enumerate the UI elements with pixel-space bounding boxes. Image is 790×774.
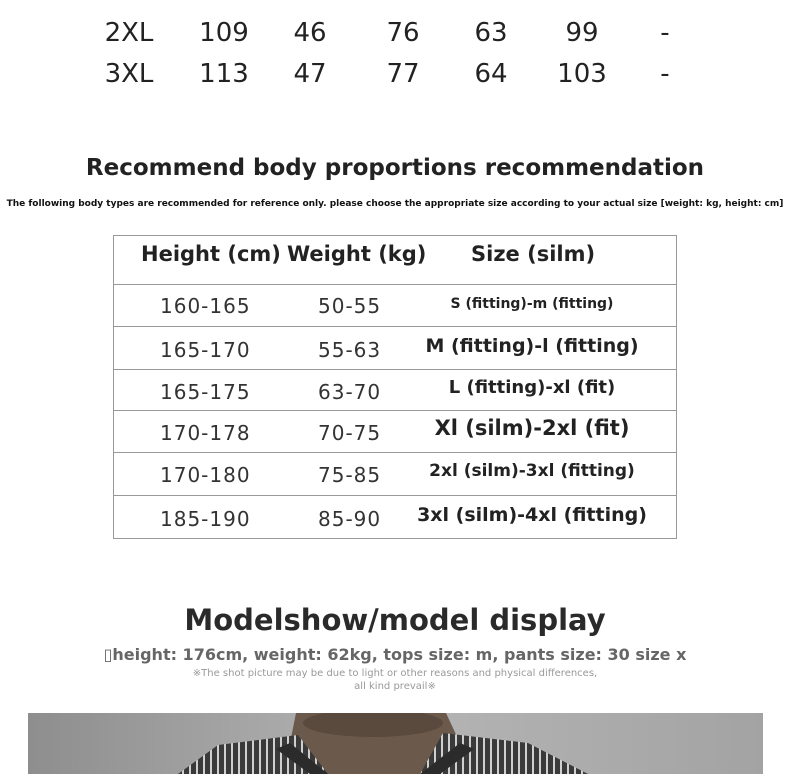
cell-weight: 85-90 [318,507,382,531]
cell-size: Xl (silm)-2xl (fit) [434,416,630,440]
size-value: 77 [386,59,420,89]
cell-height: 170-180 [160,463,251,487]
size-value: - [660,59,670,89]
size-value: 109 [199,18,249,48]
cell-weight: 75-85 [318,463,382,487]
recommend-title: Recommend body proportions recommendation [85,155,705,181]
cell-weight: 55-63 [318,338,382,362]
model-info: ▯height: 176cm, weight: 62kg, tops size: m, pants size: 30 size x [103,645,687,664]
size-label: 3XL [104,59,154,89]
table-row [114,496,676,539]
cell-size: S (fitting)-m (fitting) [450,296,614,312]
size-chart-row [0,18,790,58]
size-value: 76 [386,18,420,48]
cell-height: 185-190 [160,507,251,531]
table-row [114,453,676,496]
table-row [114,327,676,370]
table-row [114,370,676,411]
size-value: 99 [565,18,599,48]
size-label: 2XL [104,18,154,48]
size-value: - [660,18,670,48]
size-value: 113 [199,59,249,89]
model-note-line: all kind prevail※ [354,681,436,692]
size-value: 103 [557,59,607,89]
cell-size: L (fitting)-xl (fit) [448,377,616,398]
model-note [0,667,790,693]
header-size: Size (silm) [471,242,596,266]
size-value: 47 [293,59,327,89]
table-row [114,284,676,327]
size-value: 46 [293,18,327,48]
cell-weight: 63-70 [318,380,382,404]
cell-weight: 50-55 [318,294,382,318]
size-chart-row [0,59,790,99]
header-height: Height (cm) [141,242,281,266]
model-note-line: ※The shot picture may be due to light or other reasons and physical differences, [192,668,598,679]
cell-size: 2xl (silm)-3xl (fitting) [429,461,635,481]
size-value: 64 [474,59,508,89]
recommend-table [113,235,677,539]
table-row [114,411,676,453]
cell-height: 165-175 [160,380,251,404]
cell-height: 170-178 [160,421,251,445]
header-weight: Weight (kg) [287,242,427,266]
table-header [114,236,676,285]
model-photo-graphic [28,713,763,774]
cell-size: M (fitting)-l (fitting) [425,335,639,357]
cell-size: 3xl (silm)-4xl (fitting) [417,504,647,526]
size-value: 63 [474,18,508,48]
cell-weight: 70-75 [318,421,382,445]
cell-height: 165-170 [160,338,251,362]
cell-height: 160-165 [160,294,251,318]
recommend-subtitle: The following body types are recommended for reference only. please choose the appropriate size according to your actual size [weight: kg, height: cm] [6,199,784,209]
model-title: Modelshow/model display [184,603,606,637]
model-photo [28,713,763,774]
